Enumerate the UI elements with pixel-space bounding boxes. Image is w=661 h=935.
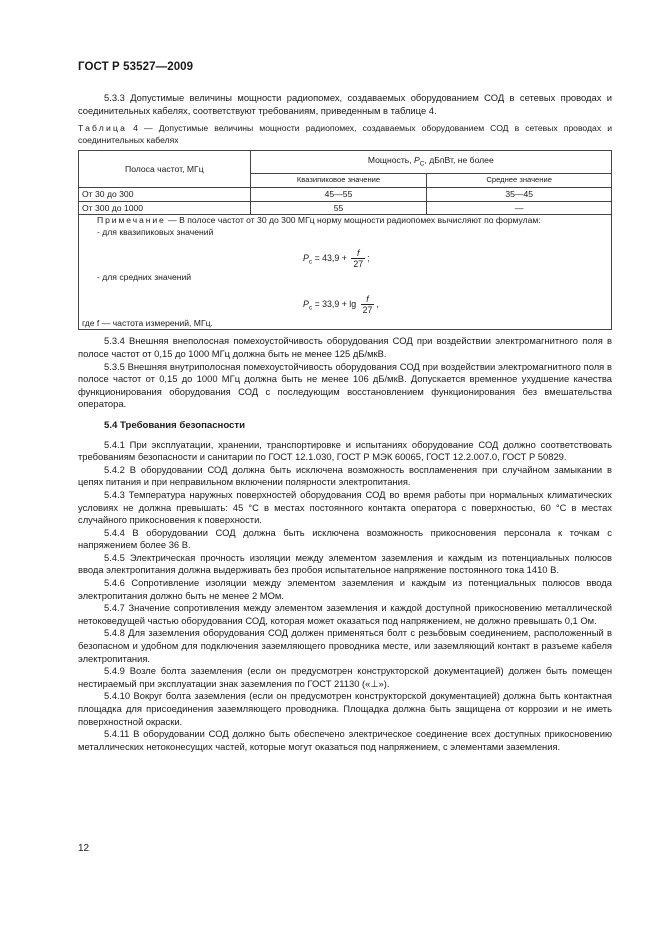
note-text: — В полосе частот от 30 до 300 МГц норму мощности радиопомех вычисляют по формулам: xyxy=(165,215,541,226)
note-label: Примечание xyxy=(97,215,166,226)
paragraph-5-4-9: 5.4.9 Возле болта заземления (если он предусмотрен конструкторской документацией) должен быть помещен нестираемый при эксплуатации знак заземления по ГОСТ 21130 («⊥»). xyxy=(78,665,612,689)
paragraph-5-3-4: 5.3.4 Внешняя внеполосная помехоустойчивость оборудования СОД при воздействии электромагнитного поля в полосе частот от 0,15 до 1000 МГц должна быть не менее 125 дБ/мкВ. xyxy=(78,335,612,359)
quasi-peak-label: - для квазипиковых значений xyxy=(97,226,214,237)
note-line xyxy=(82,215,608,227)
header-quasi-peak: Квазипиковое значение xyxy=(250,174,427,188)
cell-quasi-peak: 55 xyxy=(250,201,427,215)
formula-2-den: 27 xyxy=(362,304,373,315)
formula-2-sub: c xyxy=(308,304,313,312)
formula-2-mid: = 33,9 + lg xyxy=(312,298,359,309)
paragraph-5-3-5: 5.3.5 Внешняя внутриполосная помехоустойчивость оборудования СОД при воздействии электромагнитного поля в полосе частот от 0,15 до 1000 МГц должна быть не менее 106 дБ/мкВ. Допускается временное ухудшение качества функционирования оборудования СОД с последующим восстановлением функционирования без вмешательства оператора. xyxy=(78,360,612,410)
table-row xyxy=(79,201,612,215)
formula-2-fraction xyxy=(361,294,375,315)
formula-1-sub: c xyxy=(308,258,313,266)
table-note xyxy=(79,215,612,330)
header-band: Полоса частот, МГц xyxy=(79,151,251,188)
table-caption-label: Таблица xyxy=(78,123,128,134)
paragraph-5-4-4: 5.4.4 В оборудовании СОД должна быть исключена возможность прикосновения персонала к точкам с напряжением более 36 В. xyxy=(78,526,612,551)
formula-2-lhs: P xyxy=(303,298,309,309)
paragraph-5-4-3: 5.4.3 Температура наружных поверхностей оборудования СОД во время работы при нормальных климатических условиях не должна превышать: 45 °С в местах постоянного контакта оператора с поверхностью, 60 °С в местах случайного прикосновения к поверхности. xyxy=(78,488,612,526)
formula-2-end: , xyxy=(376,298,379,309)
document-header: ГОСТ Р 53527—2009 xyxy=(78,61,194,73)
paragraph-5-3-3: 5.3.3 Допустимые величины мощности радиопомех, создаваемых оборудованием СОД в сетевых проводах и соединительных кабелях, соответствуют требованиям, приведенным в таблице 4. xyxy=(78,92,612,116)
where-text: где f — частота измерений, МГц. xyxy=(82,317,213,328)
cell-band: От 300 до 1000 xyxy=(79,201,251,215)
section-5-4-title: 5.4 Требования безопасности xyxy=(104,419,245,431)
paragraph-5-4-11: 5.4.11 В оборудовании СОД должно быть обеспечено электрическое соединение всех доступных прикосновению металлических нетоконесущих частей, которые могут оказаться под напряжением, с элементами заземления. xyxy=(78,728,612,752)
table-row xyxy=(79,188,612,202)
paragraph-5-4-8: 5.4.8 Для заземления оборудования СОД должен применяться болт с резьбовым соединением, расположенный в безопасном и удобном для подключения заземляющего проводника месте, или заземляющий контакт в разъеме кабеля электропитания. xyxy=(78,627,612,664)
formula-quasi-peak xyxy=(82,238,608,272)
formula-1-num: f xyxy=(351,248,365,259)
header-power-symbol: P xyxy=(414,154,420,165)
formula-1-fraction xyxy=(351,248,365,269)
paragraph-5-4-10: 5.4.10 Вокруг болта заземления (если он предусмотрен конструкторской документацией) должна быть контактная площадка для присоединения заземляющего проводника. Площадка должна быть защищена от коррозии и не иметь поверхностной окраски. xyxy=(78,690,612,727)
header-power-prefix: Мощность, xyxy=(367,154,415,165)
header-power-sub: C xyxy=(419,160,425,168)
page-content xyxy=(78,92,612,753)
formula-1-lhs: P xyxy=(303,253,309,264)
average-label: - для средних значений xyxy=(97,272,192,283)
paragraph-5-4-1: 5.4.1 При эксплуатации, хранении, транспортировке и испытаниях оборудование СОД должно соответствовать требованиям безопасности и санитарии по ГОСТ 12.1.030, ГОСТ Р МЭК 60065, ГОСТ 12.2.007.0, ГОСТ Р 50829. xyxy=(78,438,612,463)
formula-1-den: 27 xyxy=(353,259,364,270)
page-number: 12 xyxy=(78,843,90,854)
table-4-caption xyxy=(78,123,612,146)
paragraph-5-4-2: 5.4.2 В оборудовании СОД должна быть исключена возможность воспламенения при случайном замыкании в цепях питания и при неправильном включении полярности электропитания. xyxy=(78,463,612,488)
paragraph-5-4-5: 5.4.5 Электрическая прочность изоляции между элементом заземления и каждым из потенциальных полюсов ввода электропитания должна выдерживать без пробоя испытательное напряжение постоянного тока 1410 В. xyxy=(78,551,612,576)
table-4 xyxy=(78,150,612,330)
paragraph-5-4-7: 5.4.7 Значение сопротивления между элементом заземления и каждой доступной прикосновению металлической нетоковедущей частью оборудования СОД, которая может оказаться под напряжением, не должно превышать 0,1 Ом. xyxy=(78,602,612,626)
table-caption-text: 4 — Допустимые величины мощности радиопомех, создаваемых оборудованием СОД в сетевых проводах и соединительных кабелях xyxy=(78,123,612,145)
cell-average: 35—45 xyxy=(427,188,612,202)
formula-2-num: f xyxy=(361,294,375,305)
header-average: Среднее значение xyxy=(427,174,612,188)
cell-band: От 30 до 300 xyxy=(79,188,251,202)
header-power-suffix: , дБпВт, не более xyxy=(424,154,494,165)
paragraph-5-4-6: 5.4.6 Сопротивление изоляции между элементом заземления и каждым из потенциальных полюсов ввода электропитания должно быть не менее 2 МОм. xyxy=(78,577,612,601)
formula-1-mid: = 43,9 + xyxy=(312,253,350,264)
header-power xyxy=(250,151,611,174)
cell-quasi-peak: 45—55 xyxy=(250,188,427,202)
cell-average: — xyxy=(427,201,612,215)
formula-average xyxy=(82,284,608,318)
formula-1-end: ; xyxy=(367,253,370,264)
